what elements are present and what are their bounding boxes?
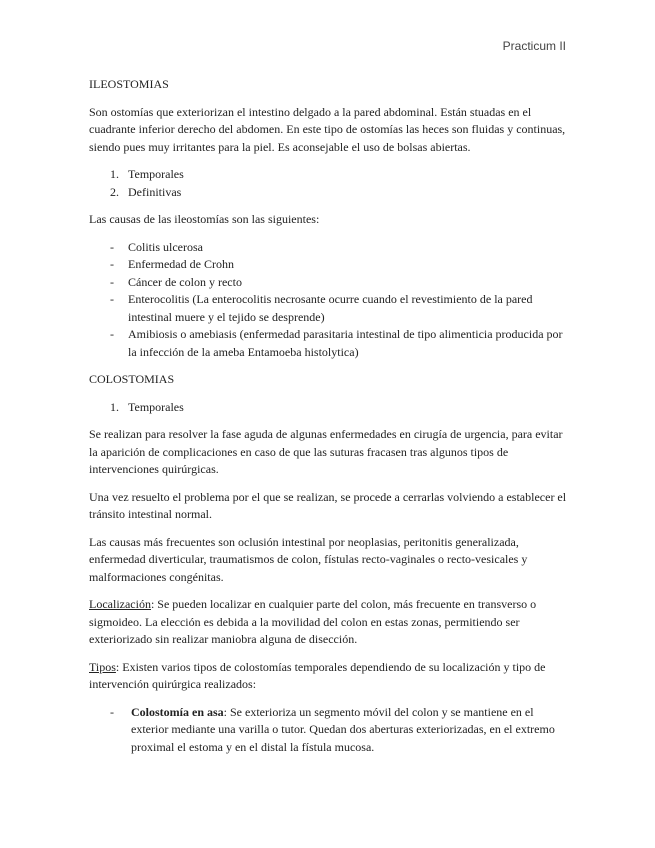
tipos-paragraph (89, 659, 567, 694)
tipos-list (89, 704, 567, 757)
list-dash: - (110, 704, 114, 719)
colostomias-types-list (89, 399, 567, 417)
list-item-text: Temporales (128, 399, 184, 414)
tipos-label: Tipos (89, 659, 116, 674)
list-dash: - (110, 239, 114, 254)
list-item-text: Definitivas (128, 184, 182, 199)
list-item (89, 704, 567, 757)
ileostomias-causes-intro: Las causas de las ileostomías son las siguientes: (89, 212, 320, 226)
list-item (89, 184, 567, 202)
colostomias-paragraph-2: Una vez resuelto el problema por el que se realizan, se procede a cerrarlas volviendo a establecer el tránsito intestinal normal. (89, 489, 567, 521)
localizacion-text: : Se pueden localizar en cualquier parte del colon, más frecuente en transverso o sigmoideo. La elección es debida a la movilidad del colon en estas zonas, permitiendo ser exteriorizado sin realizar maniobra alguna de disección. (89, 597, 537, 646)
list-dash: - (110, 257, 114, 271)
colostomias-heading: COLOSTOMIAS (89, 372, 175, 386)
list-dash: - (110, 274, 114, 289)
ileostomias-intro: Son ostomías que exteriorizan el intestino delgado a la pared abdominal. Están stuadas en el cuadrante inferior derecho del abdomen. En este tipo de ostomías las heces son fluidas y continuas, siendo pues muy irritantes para la piel. Es aconsejable el uso de bolsas abiertas. (89, 104, 566, 154)
ileostomias-types-list (89, 166, 567, 201)
list-dash: - (110, 327, 114, 341)
colostomias-paragraph-3: Las causas más frecuentes son oclusión intestinal por neoplasias, peritonitis generalizada, enfermedad diverticular, traumatismos de colon, fístulas recto-vaginales o recto-vesicales y malformaciones congénitas. (89, 534, 528, 584)
list-item-text: Cáncer de colon y recto (128, 274, 242, 289)
tipo-text: : Se exterioriza un segmento móvil del colon y se mantiene en el exterior mediante una varilla o tutor. Quedan dos aberturas exteriorizadas, en el extremo proximal el estoma y en el distal la fístula mucosa. (131, 704, 555, 754)
list-number: 1. (110, 399, 119, 414)
list-dash: - (110, 292, 114, 306)
list-number: 2. (110, 184, 119, 199)
tipo-label: Colostomía en asa (131, 704, 224, 719)
page-header: Practicum II (502, 39, 566, 53)
tipos-text: : Existen varios tipos de colostomías temporales dependiendo de su localización y tipo de intervención quirúrgica realizados: (89, 659, 546, 691)
list-item (89, 326, 567, 361)
list-number: 1. (110, 167, 119, 181)
list-item-text: Colitis ulcerosa (128, 239, 203, 254)
list-item (89, 166, 567, 184)
list-item (89, 256, 567, 274)
list-item-text: Enfermedad de Crohn (128, 257, 234, 271)
list-item (89, 274, 567, 292)
list-item-text: Amibiosis o amebiasis (enfermedad parasitaria intestinal de tipo alimenticia producida por la infección de la ameba Entamoeba histolytica) (128, 327, 563, 359)
list-item (89, 291, 567, 326)
colostomias-paragraph-1: Se realizan para resolver la fase aguda de algunas enfermedades en cirugía de urgencia, para evitar la aparición de complicaciones en caso de que las suturas fracasen tras algunos tipos de intervenciones quirúrgicas. (89, 427, 563, 476)
ileostomias-heading: ILEOSTOMIAS (89, 77, 169, 91)
list-item (89, 239, 567, 257)
list-item-text: Temporales (128, 167, 184, 181)
localizacion-label: Localización (89, 597, 151, 611)
list-item (89, 399, 567, 417)
localizacion-paragraph (89, 596, 567, 649)
document-body (89, 76, 567, 766)
list-item-text: Enterocolitis (La enterocolitis necrosante ocurre cuando el revestimiento de la pared intestinal muere y el tejido se desprende) (128, 292, 533, 324)
ileostomias-causes-list (89, 239, 567, 362)
